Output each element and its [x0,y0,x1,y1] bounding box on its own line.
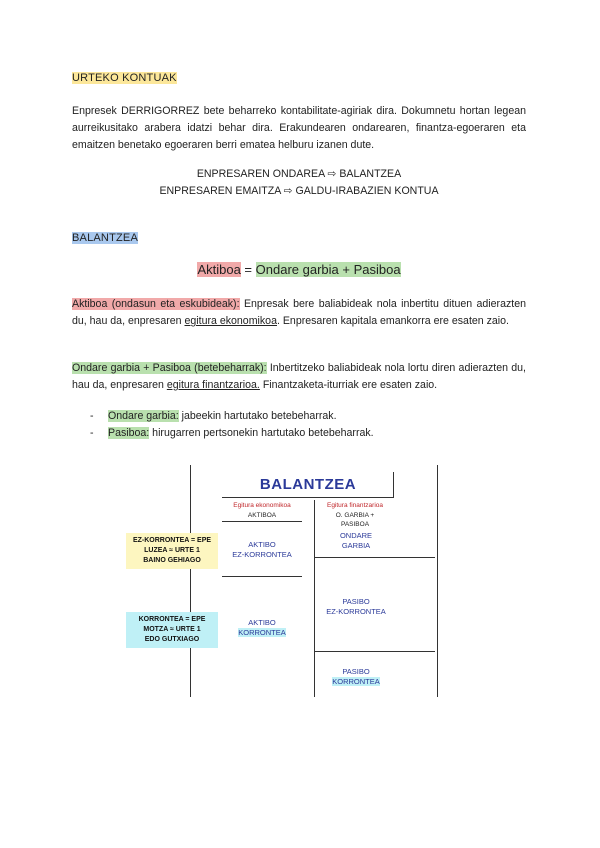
ondare-term: Ondare garbia + Pasiboa (betebeharrak): [72,362,267,374]
pasibo-korrontea-label: PASIBO KORRONTEA [332,667,380,686]
aktiboa-paragraph: Aktiboa (ondasun eta eskubideak): Enpresak bere baliabideak nola inbertitu dituen adierazten du, hau da, enpresaren egitura ekonomikoa. Enpresaren kapitala emankorra ere esaten zaio. [72,298,526,327]
list-item: - Ondare garbia: jabeekin hartutako betebeharrak. [90,410,337,422]
aktibo-ez-korrontea-label: AKTIBO EZ-KORRONTEA [232,540,292,559]
intro-paragraph: Enpresek DERRIGORREZ bete beharreko kontabilitate-agiriak dira. Dokumnetu hortan legean aurreikusitako arabera idatzi behar dira. Erakundearen ondarearen, finantza-egoeraren eta emaitzen benetako egoeraren berri ematea helburu izanen dute. [72,105,526,151]
ondare-garbia-label: ONDARE GARBIA [339,531,373,550]
list-item: - Pasiboa: hirugarren pertsonekin hartutako betebeharrak. [90,427,374,439]
title-underline [222,497,394,498]
aktiboa-term: Aktiboa (ondasun eta eskubideak): [72,298,240,310]
equation-line-2: ENPRESAREN EMAITZA ⇨ GALDU-IRABAZIEN KONTUA [159,185,439,197]
definitions-list [90,408,520,442]
diagram-left-axis [190,465,191,697]
col-right-sub-2: PASIBOA [340,521,370,528]
title-right-edge [393,472,394,498]
aktibo-separator [222,576,302,577]
ez-korrontea-box: EZ-KORRONTEA = EPE LUZEA ≈ URTE 1 BAINO GEHIAGO [126,533,218,569]
formula-left: Aktiboa [197,262,241,277]
diagram-right-axis [437,465,438,697]
ondare-paragraph: Ondare garbia + Pasiboa (betebeharrak): Inbertitzeko baliabideak nola lortu diren adierazten du, hau da, enpresaren egitura finantzarioa. Finantzaketa-iturriak ere esaten zaio. [72,362,526,391]
col-right-sub-1: O. GARBIA + [335,512,375,519]
egitura-finantzarioa: egitura finantzarioa. [166,379,260,391]
formula-right: Ondare garbia + Pasiboa [255,262,401,277]
korrontea-box: KORRONTEA = EPE MOTZA ≈ URTE 1 EDO GUTXIAGO [126,612,218,648]
col-right-header: Egitura finantzarioa [326,502,383,509]
egitura-ekonomikoa: egitura ekonomikoa [184,315,277,327]
pasibo-separator [315,651,435,652]
equation-line-1: ENPRESAREN ONDAREA ⇨ BALANTZEA [196,168,402,180]
formula-equals: = [240,262,256,277]
urteko-kontuak-title: URTEKO KONTUAK [72,72,177,84]
col-left-header: Egitura ekonomikoa [233,502,291,509]
aktibo-korrontea-label: AKTIBO KORRONTEA [238,618,286,637]
pasibo-ez-korrontea-label: PASIBO EZ-KORRONTEA [326,597,386,616]
diagram-title: BALANTZEA [259,476,357,493]
ondare-separator [315,557,435,558]
balance-formula [72,262,526,277]
balantzea-title: BALANTZEA [72,232,138,244]
middle-divider [314,500,315,697]
left-header-line [222,521,302,522]
col-left-sub: AKTIBOA [247,512,277,519]
